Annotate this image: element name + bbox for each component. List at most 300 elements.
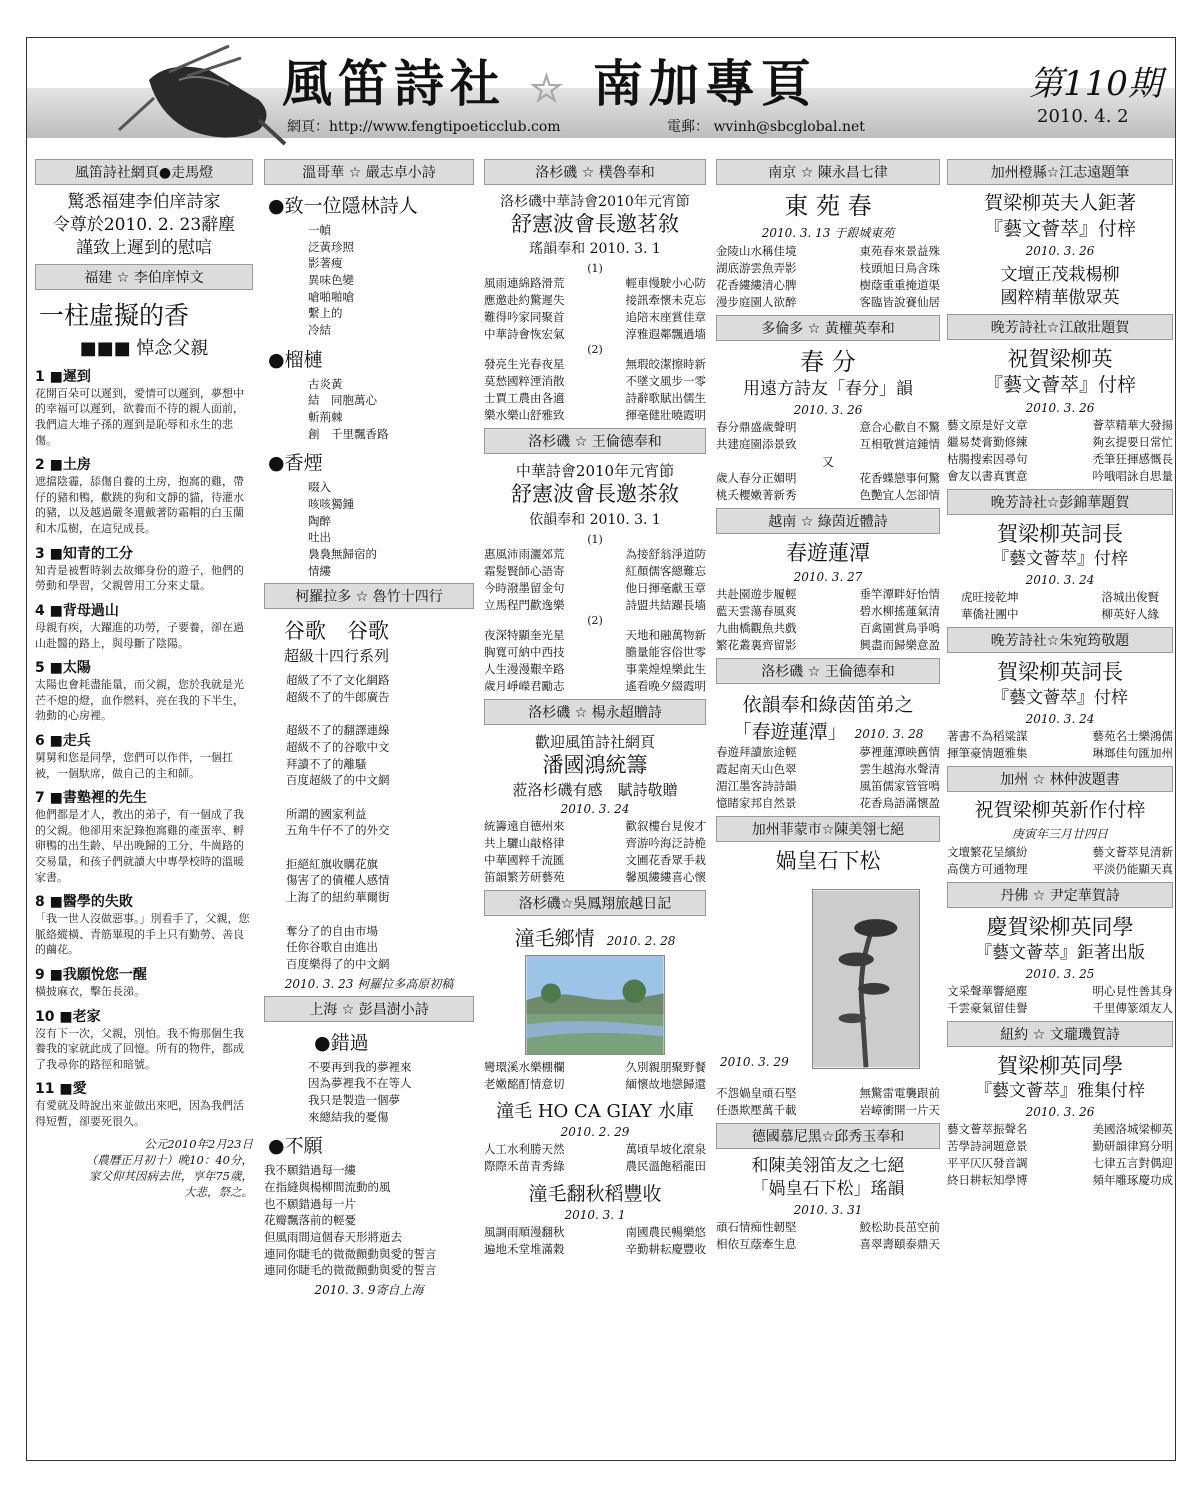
poem-couplet bbox=[484, 407, 706, 424]
poem-title: 賀梁柳英夫人鉅著 bbox=[983, 192, 1136, 214]
poem-title: ●榴槤 bbox=[268, 348, 323, 371]
poem-line: 影著瘦 bbox=[308, 256, 343, 271]
verse: 勤研韻律寫分明 bbox=[1092, 1138, 1173, 1153]
verse: 美國洛城梁柳英 bbox=[1092, 1121, 1173, 1136]
poem-line: 花瓣飄落前的輕憂 bbox=[264, 1213, 356, 1228]
verse: 彎環溪水樂棚欄 bbox=[484, 1060, 565, 1075]
poem-title: 「春遊蓮潭」 bbox=[732, 720, 847, 743]
poem-line: 連同你睫毛的微微顫動與愛的誓言 bbox=[264, 1263, 437, 1278]
column-5 bbox=[947, 155, 1173, 1455]
poem-couplet bbox=[484, 644, 706, 661]
verse: 頑石情痴性韌堅 bbox=[716, 1220, 797, 1235]
poem-couplet bbox=[947, 1155, 1173, 1172]
verse: 應邀赴約驚遲失 bbox=[484, 293, 565, 308]
section-header: 晚芳詩社☆朱宛筠敬題 bbox=[947, 627, 1173, 653]
footer-line: 大悲，祭之。 bbox=[184, 1184, 253, 1199]
notice-line: 驚悉福建李伯庠詩家 bbox=[67, 192, 221, 212]
poem-date: 2010. 3. 29 bbox=[720, 1055, 789, 1070]
poem-title-row bbox=[484, 922, 706, 951]
verse: 共赴園遊步履輕 bbox=[716, 586, 797, 601]
masthead bbox=[27, 38, 1175, 153]
poem-line: 超級不了的牛郎廣告 bbox=[286, 690, 390, 705]
poem-line: 來總結我的憂傷 bbox=[308, 1109, 389, 1124]
verse: 喜翠壽頤泰鼎天 bbox=[859, 1237, 940, 1252]
poem-number: (1) bbox=[587, 532, 603, 546]
verse: 文壇繁花呈繽紛 bbox=[947, 845, 1028, 860]
section-header: 洛杉磯 ☆ 樸魯奉和 bbox=[484, 159, 706, 185]
poem-line: 古炎黃 bbox=[308, 376, 343, 391]
article-subtitle: ■■■ 悼念父親 bbox=[79, 337, 209, 359]
verse: 七律五言對偶迎 bbox=[1092, 1155, 1173, 1170]
section-heading: 5 ■太陽 bbox=[35, 660, 91, 677]
verse: 輕車慢駛小心防 bbox=[625, 276, 706, 291]
verse: 客臨皆說賽仙居 bbox=[859, 295, 940, 310]
verse: 無驚雷電襲跟前 bbox=[859, 1086, 940, 1101]
poem-line: 超級了不了文化網路 bbox=[286, 673, 390, 688]
poem-couplet bbox=[716, 436, 940, 453]
verse: 統籌遠自德州來 bbox=[484, 819, 565, 834]
verse: 枯腸搜索因尋句 bbox=[947, 452, 1028, 467]
poem-heading: 中華詩會2010年元宵節 bbox=[515, 462, 675, 481]
poem-title: 依韻奉和綠茵笛弟之 bbox=[742, 693, 914, 716]
poem-title: 『藝文薈萃』雅集付梓 bbox=[975, 1080, 1145, 1101]
verse: 平平仄仄發音調 bbox=[947, 1155, 1028, 1170]
verse: 馨風縷縷喜心懷 bbox=[625, 870, 706, 885]
poem-couplet bbox=[484, 390, 706, 407]
poem-title: 『藝文薈萃』付梓 bbox=[983, 217, 1136, 240]
poem-line: 百度超級了的中文網 bbox=[286, 773, 390, 788]
verse: 雲生越海水聲清 bbox=[859, 761, 940, 776]
poem-couplet bbox=[947, 861, 1173, 878]
verse: 虎旺接乾坤 bbox=[961, 590, 1019, 605]
section-header: 洛杉磯 ☆ 王倫德奉和 bbox=[484, 428, 706, 454]
verse: 平淡仍能顯天真 bbox=[1092, 862, 1173, 877]
poem-line: 繫上的 bbox=[308, 306, 343, 321]
verse: 繁花叢裏齊留影 bbox=[716, 637, 797, 652]
poem-lines bbox=[264, 1162, 474, 1279]
poem-couplet bbox=[716, 294, 940, 311]
poem-couplet bbox=[947, 728, 1173, 745]
poem-date: 2010. 3. 13 于銀城東苑 bbox=[761, 226, 895, 241]
poem-couplet bbox=[716, 744, 940, 761]
section-header: 紐約 ☆ 文瓏璣賀詩 bbox=[947, 1021, 1173, 1047]
poem-lines bbox=[264, 376, 474, 443]
verse: 頻年雕琢慶功成 bbox=[1092, 1172, 1173, 1187]
verse: 鮫松助長茁空前 bbox=[859, 1220, 940, 1235]
poem-couplet bbox=[947, 451, 1173, 468]
section-header: 風笛詩社網頁●走馬燈 bbox=[35, 159, 253, 185]
poem-lines bbox=[264, 672, 474, 972]
poem-line: 啜入 bbox=[308, 480, 331, 495]
poem-line: 陶醉 bbox=[308, 513, 331, 528]
verse: 笛韻繁芳研藝苑 bbox=[484, 870, 565, 885]
poem-subtitle: 瑤韻奉和 2010. 3. 1 bbox=[529, 241, 661, 258]
section-header: 柯羅拉多 ☆ 魯竹十四行 bbox=[264, 583, 474, 609]
star-icon: ☆ bbox=[529, 65, 570, 111]
poem-line: 百度樂得了的中文網 bbox=[286, 956, 390, 971]
verse: 高僕方可通物理 bbox=[947, 862, 1028, 877]
verse: 胸寬可納中西技 bbox=[484, 644, 565, 659]
verse: 歲人春分正媚明 bbox=[716, 471, 797, 486]
poem-line bbox=[264, 706, 474, 723]
issue-number: 第110期 bbox=[1029, 64, 1162, 104]
section-header: 加州菲蒙市☆陳美翎七絕 bbox=[716, 816, 940, 842]
verse: 不墜文風步一零 bbox=[625, 374, 706, 389]
poem-date: 2010. 3. 26 bbox=[1025, 1104, 1095, 1119]
poem-line: 超級不了的谷歌中文 bbox=[286, 740, 390, 755]
poem-line: 所謂的國家利益 bbox=[286, 806, 367, 821]
column-1 bbox=[35, 155, 253, 1455]
poem-title: ●錯過 bbox=[314, 1031, 369, 1054]
verse: 天地和融萬物新 bbox=[625, 627, 706, 642]
verse: 風調雨順漫翻秋 bbox=[484, 1225, 565, 1240]
verse: 花香縷縷清心脾 bbox=[716, 278, 797, 293]
column-4 bbox=[716, 155, 940, 1455]
verse: 文圃花香眾手栽 bbox=[625, 853, 706, 868]
section-header: 丹佛 ☆ 尹定華賀詩 bbox=[947, 882, 1173, 908]
verse: 繼易焚膏勤修練 bbox=[947, 435, 1028, 450]
verse: 今時潑墨留金句 bbox=[484, 580, 565, 595]
verse: 莫愁國粹湮消散 bbox=[484, 374, 565, 389]
poem-lines bbox=[264, 1059, 474, 1126]
poem-line: 連同你睫毛的微微顫動與愛的誓言 bbox=[264, 1246, 437, 1261]
issue-date: 2010. 4. 2 bbox=[1037, 106, 1129, 127]
verse: 人生漫漫艱辛路 bbox=[484, 661, 565, 676]
email-line[interactable]: 電郵： wvinh@sbcglobal.net bbox=[667, 119, 865, 135]
notice-line: 令尊於2010. 2. 23辭塵 bbox=[52, 214, 236, 235]
section-header: 上海 ☆ 彭昌澍小詩 bbox=[264, 996, 474, 1022]
poem-couplet bbox=[716, 795, 940, 812]
section-header: 洛杉磯 ☆ 王倫德奉和 bbox=[716, 658, 940, 684]
verse: 中華詩會恢宏氣 bbox=[484, 327, 565, 342]
poem-number: (1) bbox=[587, 262, 603, 276]
verse: 洛城出俊賢 bbox=[1101, 590, 1159, 605]
verse: 遙看晚夕綴霞明 bbox=[625, 678, 706, 693]
verse: 共建庭園添景致 bbox=[716, 437, 797, 452]
section-text: 他們都是才人，教出的弟子，有一個成了我的父親。他卻用來記錄抱窩雞的產蛋率、孵卵鴨的出生齡、早出晚歸的工分、牛崗路的交易量，和孩子們就讀大中專學校時的溫暖家書。 bbox=[35, 808, 244, 884]
section-header: 南京 ☆ 陳永昌七律 bbox=[716, 159, 940, 185]
section-text: 母親有疾，大躍進的功勞，子要養，卻在過山赴醫的路上，與母斷了陰陽。 bbox=[35, 620, 244, 650]
river-landscape-photo bbox=[525, 955, 665, 1055]
poem-couplet bbox=[716, 243, 940, 260]
verse: 膽量能容俗世零 bbox=[625, 644, 706, 659]
poem-line: 結 同胞萬心 bbox=[308, 393, 377, 408]
verse: 夠玄提要日常忙 bbox=[1092, 435, 1173, 450]
verse: 百禽園賞鳥爭鳴 bbox=[859, 620, 940, 635]
article-title: 一柱虛擬的香 bbox=[39, 300, 190, 330]
poem-date: 2010. 3. 25 bbox=[1025, 966, 1095, 981]
verse: 樂水樂山舒雅致 bbox=[484, 408, 565, 423]
poem-line: 一幀 bbox=[308, 223, 331, 237]
poem-date: 2010. 3. 24 bbox=[1025, 573, 1095, 588]
verse: 相依互蔭牽生息 bbox=[716, 1237, 797, 1252]
poem-date: 2010. 3. 28 bbox=[854, 726, 924, 741]
poem-title: 祝賀梁柳英新作付梓 bbox=[974, 798, 1146, 821]
verse: 互相敬賞這鍾情 bbox=[859, 437, 940, 452]
poem-title: 春 分 bbox=[800, 348, 856, 377]
poem-title: 和陳美翎笛友之七絕 bbox=[751, 1156, 905, 1177]
poem-couplet bbox=[484, 1059, 706, 1076]
poem-title: 媧皇石下松 bbox=[775, 848, 881, 873]
verse: 際際禾苗青秀綠 bbox=[484, 1159, 565, 1174]
poem-title: 『藝文薈萃』付梓 bbox=[992, 549, 1128, 570]
poem-line: 奪分了的自由市場 bbox=[286, 923, 378, 938]
poem-date: 2010. 3. 24 bbox=[1025, 711, 1095, 726]
verse: 藝文原是好文章 bbox=[947, 418, 1028, 433]
poem-couplet bbox=[484, 546, 706, 563]
poem-subtitle: 用遠方詩友「春分」韻 bbox=[743, 379, 913, 400]
section-text: 花開百朵可以遲到，愛情可以遲到，夢想中的幸福可以遲到，欲養而不待的親人面前，我們這大堆子孫的遲到是恥辱和永生的悲傷。 bbox=[35, 386, 244, 447]
poem-title: 賀梁柳英同學 bbox=[997, 1053, 1123, 1078]
verse: 花香鳥語滿懷盈 bbox=[859, 795, 940, 810]
poem-lines bbox=[264, 479, 474, 579]
poem-line: 在指縫與楊柳間流動的風 bbox=[264, 1179, 391, 1194]
poem-couplet bbox=[484, 326, 706, 343]
verse: 追陪末座賞佳章 bbox=[625, 310, 706, 325]
section-text: 有愛就及時說出來並做出來吧，因為我們活得短暫，卻要死很久。 bbox=[35, 1099, 244, 1129]
poem-line bbox=[264, 839, 474, 856]
poem-couplet bbox=[947, 1172, 1173, 1189]
verse: 齊游吟海泛詩桅 bbox=[625, 836, 706, 851]
poem-title: 『藝文薈萃』付梓 bbox=[983, 374, 1136, 397]
poem-couplet bbox=[484, 1076, 706, 1093]
poem-couplet bbox=[484, 678, 706, 695]
section-text: 舅舅和您是同學，您們可以作伴，一個扛被，一個馱席，做自己的主和師。 bbox=[35, 750, 233, 780]
verse: 意合心歡自不驚 bbox=[859, 420, 940, 435]
website-line[interactable]: 網頁：http://www.fengtipoeticclub.com bbox=[287, 119, 561, 135]
poem-couplet bbox=[484, 1224, 706, 1241]
poem-date: 2010. 3. 26 bbox=[1025, 244, 1095, 259]
poem-line: 異味色變 bbox=[308, 273, 354, 288]
poem-couplet bbox=[484, 627, 706, 644]
verse: 緬懷故地戀歸還 bbox=[625, 1077, 706, 1092]
poem-title: 東 苑 春 bbox=[784, 192, 872, 220]
poem-date: 2010. 2. 29 bbox=[560, 1125, 630, 1140]
verse: 文采聲華響絕塵 bbox=[947, 983, 1028, 998]
poem-line: 我不願錯過每一縷 bbox=[264, 1163, 356, 1178]
poem-couplet bbox=[716, 277, 940, 294]
verse: 憶睹家邦自然景 bbox=[716, 795, 797, 810]
verse: 色艷宜人怎卻情 bbox=[859, 488, 940, 503]
poem-couplet bbox=[716, 603, 940, 620]
poem-line: 國粹精華傲眾英 bbox=[1000, 288, 1120, 309]
verse: 終日耕耘知學博 bbox=[947, 1172, 1028, 1187]
verse: 春分鼎盛歲聲明 bbox=[716, 420, 797, 435]
poem-line: 任你谷歌自由進出 bbox=[286, 940, 378, 955]
verse: 苦學詩詞題意景 bbox=[947, 1138, 1028, 1153]
verse: 千里傳篆頌友人 bbox=[1092, 1000, 1173, 1015]
poem-couplet bbox=[947, 468, 1173, 485]
bagpipe-icon bbox=[109, 40, 289, 150]
verse: 中華國粹千流匯 bbox=[484, 853, 565, 868]
verse: 風雨連綿路滑荒 bbox=[484, 276, 565, 291]
masthead-title bbox=[282, 44, 817, 116]
section-text: 遮擋陰霾，舔傷自養的土房，抱窩的雞，帶仔的豬和鴨，歡跳的狗和文靜的貓，待灌水的豬，以及越過嚴冬還戴著防霜帽的白玉蘭和木瓜樹，在這兒成長。 bbox=[35, 475, 244, 536]
verse: 九曲橋觀魚共戲 bbox=[716, 620, 797, 635]
footer-line: （農曆正月初十）晚10：40分， bbox=[85, 1152, 253, 1167]
verse: 著書不為稻粱謀 bbox=[947, 728, 1028, 743]
poem-lines bbox=[264, 222, 474, 339]
verse: 農民溫飽稻龍田 bbox=[625, 1159, 706, 1174]
verse: 詩盟共結躍長墻 bbox=[625, 597, 706, 612]
verse: 禿筆狂揮感慨長 bbox=[1092, 452, 1173, 467]
verse: 立馬程門歡逸樂 bbox=[484, 597, 565, 612]
poem-couplet bbox=[484, 1141, 706, 1158]
verse: 惠風沛雨灑郊荒 bbox=[484, 546, 565, 561]
poem-title: 祝賀梁柳英 bbox=[1007, 347, 1113, 372]
article-footer bbox=[35, 1136, 253, 1200]
verse: 金陵山水稱佳境 bbox=[716, 244, 797, 259]
verse: 湖底游雲魚弄影 bbox=[716, 261, 797, 276]
poem-couplet bbox=[716, 620, 940, 637]
newspaper-page bbox=[26, 37, 1176, 1461]
verse: 夢裡蓮潭映舊情 bbox=[859, 744, 940, 759]
section-header: 越南 ☆ 綠茵近體詩 bbox=[716, 508, 940, 534]
poem-title: 谷歌 谷歌 bbox=[284, 619, 389, 644]
verse: 南國農民暢樂悠 bbox=[625, 1225, 706, 1240]
poem-heading: 洛杉磯中華詩會2010年元宵節 bbox=[500, 194, 690, 210]
poem-line: 創 千里飄香路 bbox=[308, 426, 389, 441]
poem-line: 不要再到我的夢裡來 bbox=[308, 1059, 412, 1074]
verse: 揮毫健壯曉霞明 bbox=[625, 408, 706, 423]
poem-couplet bbox=[947, 606, 1173, 623]
section-header: 洛杉磯 ☆ 楊永超贈詩 bbox=[484, 699, 706, 725]
verse: 士賈工農由各適 bbox=[484, 391, 565, 406]
poem-line: 吐出 bbox=[308, 530, 331, 545]
verse: 藝文薈萃見清新 bbox=[1092, 845, 1173, 860]
poem-line bbox=[264, 789, 474, 806]
section-text: 太陽也會耗盡能量，而父親，您於我就是光芒不熄的燈，血作燃料，亮在我的下半生，勃動的心房裡。 bbox=[35, 678, 244, 723]
verse: 人工水利勝天然 bbox=[484, 1142, 565, 1157]
verse: 夜深特顯奎光星 bbox=[484, 627, 565, 642]
verse: 明心見性善其身 bbox=[1092, 983, 1173, 998]
article-sections bbox=[35, 366, 253, 1130]
poem-date: 2010. 3. 27 bbox=[793, 569, 863, 584]
section-heading: 8 ■醫學的失敗 bbox=[35, 894, 133, 911]
section-header: 多倫多 ☆ 黃權英奉和 bbox=[716, 315, 940, 341]
poem-line: 文壇正茂栽楊柳 bbox=[1000, 265, 1120, 286]
poem-couplet bbox=[484, 852, 706, 869]
poem-line: 超級不了的翻譯連線 bbox=[286, 723, 390, 738]
poem-couplet bbox=[484, 835, 706, 852]
verse: 垂竿潭畔好怡情 bbox=[859, 586, 940, 601]
section-header: 加州橙縣☆江志遠題筆 bbox=[947, 159, 1173, 185]
verse: 藍天雲蕩春風爽 bbox=[716, 603, 797, 618]
poem-date: 2010. 3. 26 bbox=[1025, 401, 1095, 416]
section-text: 沒有下一次，父親，別怕。我不悔那個生我養我的家就此成了回憶。所有的物件，都成了我尋你的路徑和暗號。 bbox=[35, 1026, 244, 1071]
section-heading: 9 ■我願悅您一醒 bbox=[35, 967, 147, 984]
section-text: 「我一世人沒做惡事。」別看手了，父親，您脈絡縱橫、青筋畢現的手上只有勤勞、善良的繭花。 bbox=[35, 912, 250, 957]
poem-line bbox=[264, 906, 474, 923]
verse: 詩辭歌賦出儒生 bbox=[625, 391, 706, 406]
poem-title: 『藝文薈萃』付梓 bbox=[992, 687, 1128, 708]
section-heading: 4 ■背母過山 bbox=[35, 602, 119, 619]
verse: 歡叙樓台見俊才 bbox=[625, 819, 706, 834]
poem-title: 「媧皇石下松」瑤韻 bbox=[751, 1179, 905, 1200]
poem-couplet bbox=[716, 586, 940, 603]
poem-line: 上海了的紐約華爾街 bbox=[286, 890, 390, 905]
verse: 歲月崢嶸君勵志 bbox=[484, 678, 565, 693]
verse: 薈萃精華大發揚 bbox=[1092, 418, 1173, 433]
poem-line: 但風雨間這個春天形將逝去 bbox=[264, 1229, 402, 1244]
verse: 花香蝶戀事何驚 bbox=[859, 471, 940, 486]
poem-separator: 又 bbox=[821, 455, 834, 470]
section-heading: 6 ■走兵 bbox=[35, 732, 91, 749]
verse: 任憑欺壓萬千載 bbox=[716, 1103, 797, 1118]
poem-line: 冷結 bbox=[308, 323, 331, 338]
verse: 霞起南天山色翠 bbox=[716, 761, 797, 776]
poem-title: 潼毛 HO CA GIAY 水庫 bbox=[496, 1101, 694, 1123]
pine-on-rock-photo bbox=[812, 889, 920, 1069]
verse: 千雲豪氣留佳譽 bbox=[947, 1000, 1028, 1015]
poem-couplet bbox=[484, 661, 706, 678]
verse: 樹蔭重重掩道渠 bbox=[859, 278, 940, 293]
poem-line: 拜讀不了的離騷 bbox=[286, 756, 367, 771]
poem-line: 裊裊無歸宿的 bbox=[308, 547, 377, 562]
verse: 難得吟家同聚首 bbox=[484, 310, 565, 325]
section-header: 晚芳詩社☆彭錦華題賀 bbox=[947, 489, 1173, 515]
verse: 無瑕皎潔擦時新 bbox=[625, 357, 706, 372]
poem-couplet bbox=[947, 1121, 1173, 1138]
verse: 藝苑名士樂鴻儒 bbox=[1092, 728, 1173, 743]
section-heading: 2 ■土房 bbox=[35, 457, 91, 474]
section-header: 溫哥華 ☆ 嚴志卓小詩 bbox=[264, 159, 474, 185]
poem-title: ●香煙 bbox=[268, 452, 323, 475]
pine-figure bbox=[716, 875, 940, 1085]
footer-line: 公元2010年2月23日 bbox=[144, 1136, 253, 1151]
poem-title: 舒憲波會長邀茗敘 bbox=[511, 212, 679, 236]
poem-couplet bbox=[947, 745, 1173, 762]
poem-line: 我只是製造一個夢 bbox=[308, 1092, 400, 1107]
column-2 bbox=[264, 155, 474, 1455]
poem-couplet bbox=[484, 373, 706, 390]
poem-line: 也不願錯過每一片 bbox=[264, 1196, 356, 1211]
poem-heading: 歡迎風笛詩社網頁 bbox=[534, 732, 655, 751]
section-heading: 7 ■書塾裡的先生 bbox=[35, 790, 147, 807]
poem-line: 五角牛仔不了的外交 bbox=[286, 823, 390, 838]
poem-couplet bbox=[716, 1219, 940, 1236]
poem-couplet bbox=[947, 589, 1173, 606]
poem-title: 『藝文薈萃』鉅著出版 bbox=[975, 942, 1145, 963]
poem-line: 情縷 bbox=[308, 563, 331, 578]
poem-couplet bbox=[716, 761, 940, 778]
poem-couplet bbox=[484, 275, 706, 292]
poem-couplet bbox=[716, 470, 940, 487]
poem-couplet bbox=[716, 1102, 940, 1119]
poem-title: ●不願 bbox=[268, 1135, 323, 1158]
poem-title: 賀梁柳英詞長 bbox=[997, 522, 1123, 547]
verse: 岩嶂衝開一片天 bbox=[859, 1103, 940, 1118]
poem-number: (2) bbox=[587, 343, 603, 357]
poem-title: 潼毛翻秋稻豐收 bbox=[528, 1183, 662, 1206]
verse: 紅顏儒客總難忘 bbox=[625, 563, 706, 578]
section-heading: 10 ■老家 bbox=[35, 1008, 101, 1025]
section-text: 橫披麻衣，擊缶長涕。 bbox=[35, 985, 145, 999]
title-right: 南加專頁 bbox=[592, 54, 817, 113]
section-heading: 3 ■知青的工分 bbox=[35, 545, 133, 562]
verse: 湄江墨客詩詩韻 bbox=[716, 778, 797, 793]
verse: 事業煌煌樂此生 bbox=[625, 661, 706, 676]
verse: 為接舒翁淨道防 bbox=[625, 546, 706, 561]
section-header: 德國慕尼黑☆邱秀玉奉和 bbox=[716, 1123, 940, 1149]
verse: 萬頃旱坡化滾泉 bbox=[625, 1142, 706, 1157]
poem-title: 潘國鴻統籌 bbox=[542, 752, 648, 777]
verse: 揮筆豪情題雅集 bbox=[947, 745, 1028, 760]
poem-date: 庚寅年三月廿四日 bbox=[1011, 827, 1108, 842]
poem-couplet bbox=[484, 309, 706, 326]
poem-couplet bbox=[947, 983, 1173, 1000]
column-3 bbox=[484, 155, 706, 1455]
